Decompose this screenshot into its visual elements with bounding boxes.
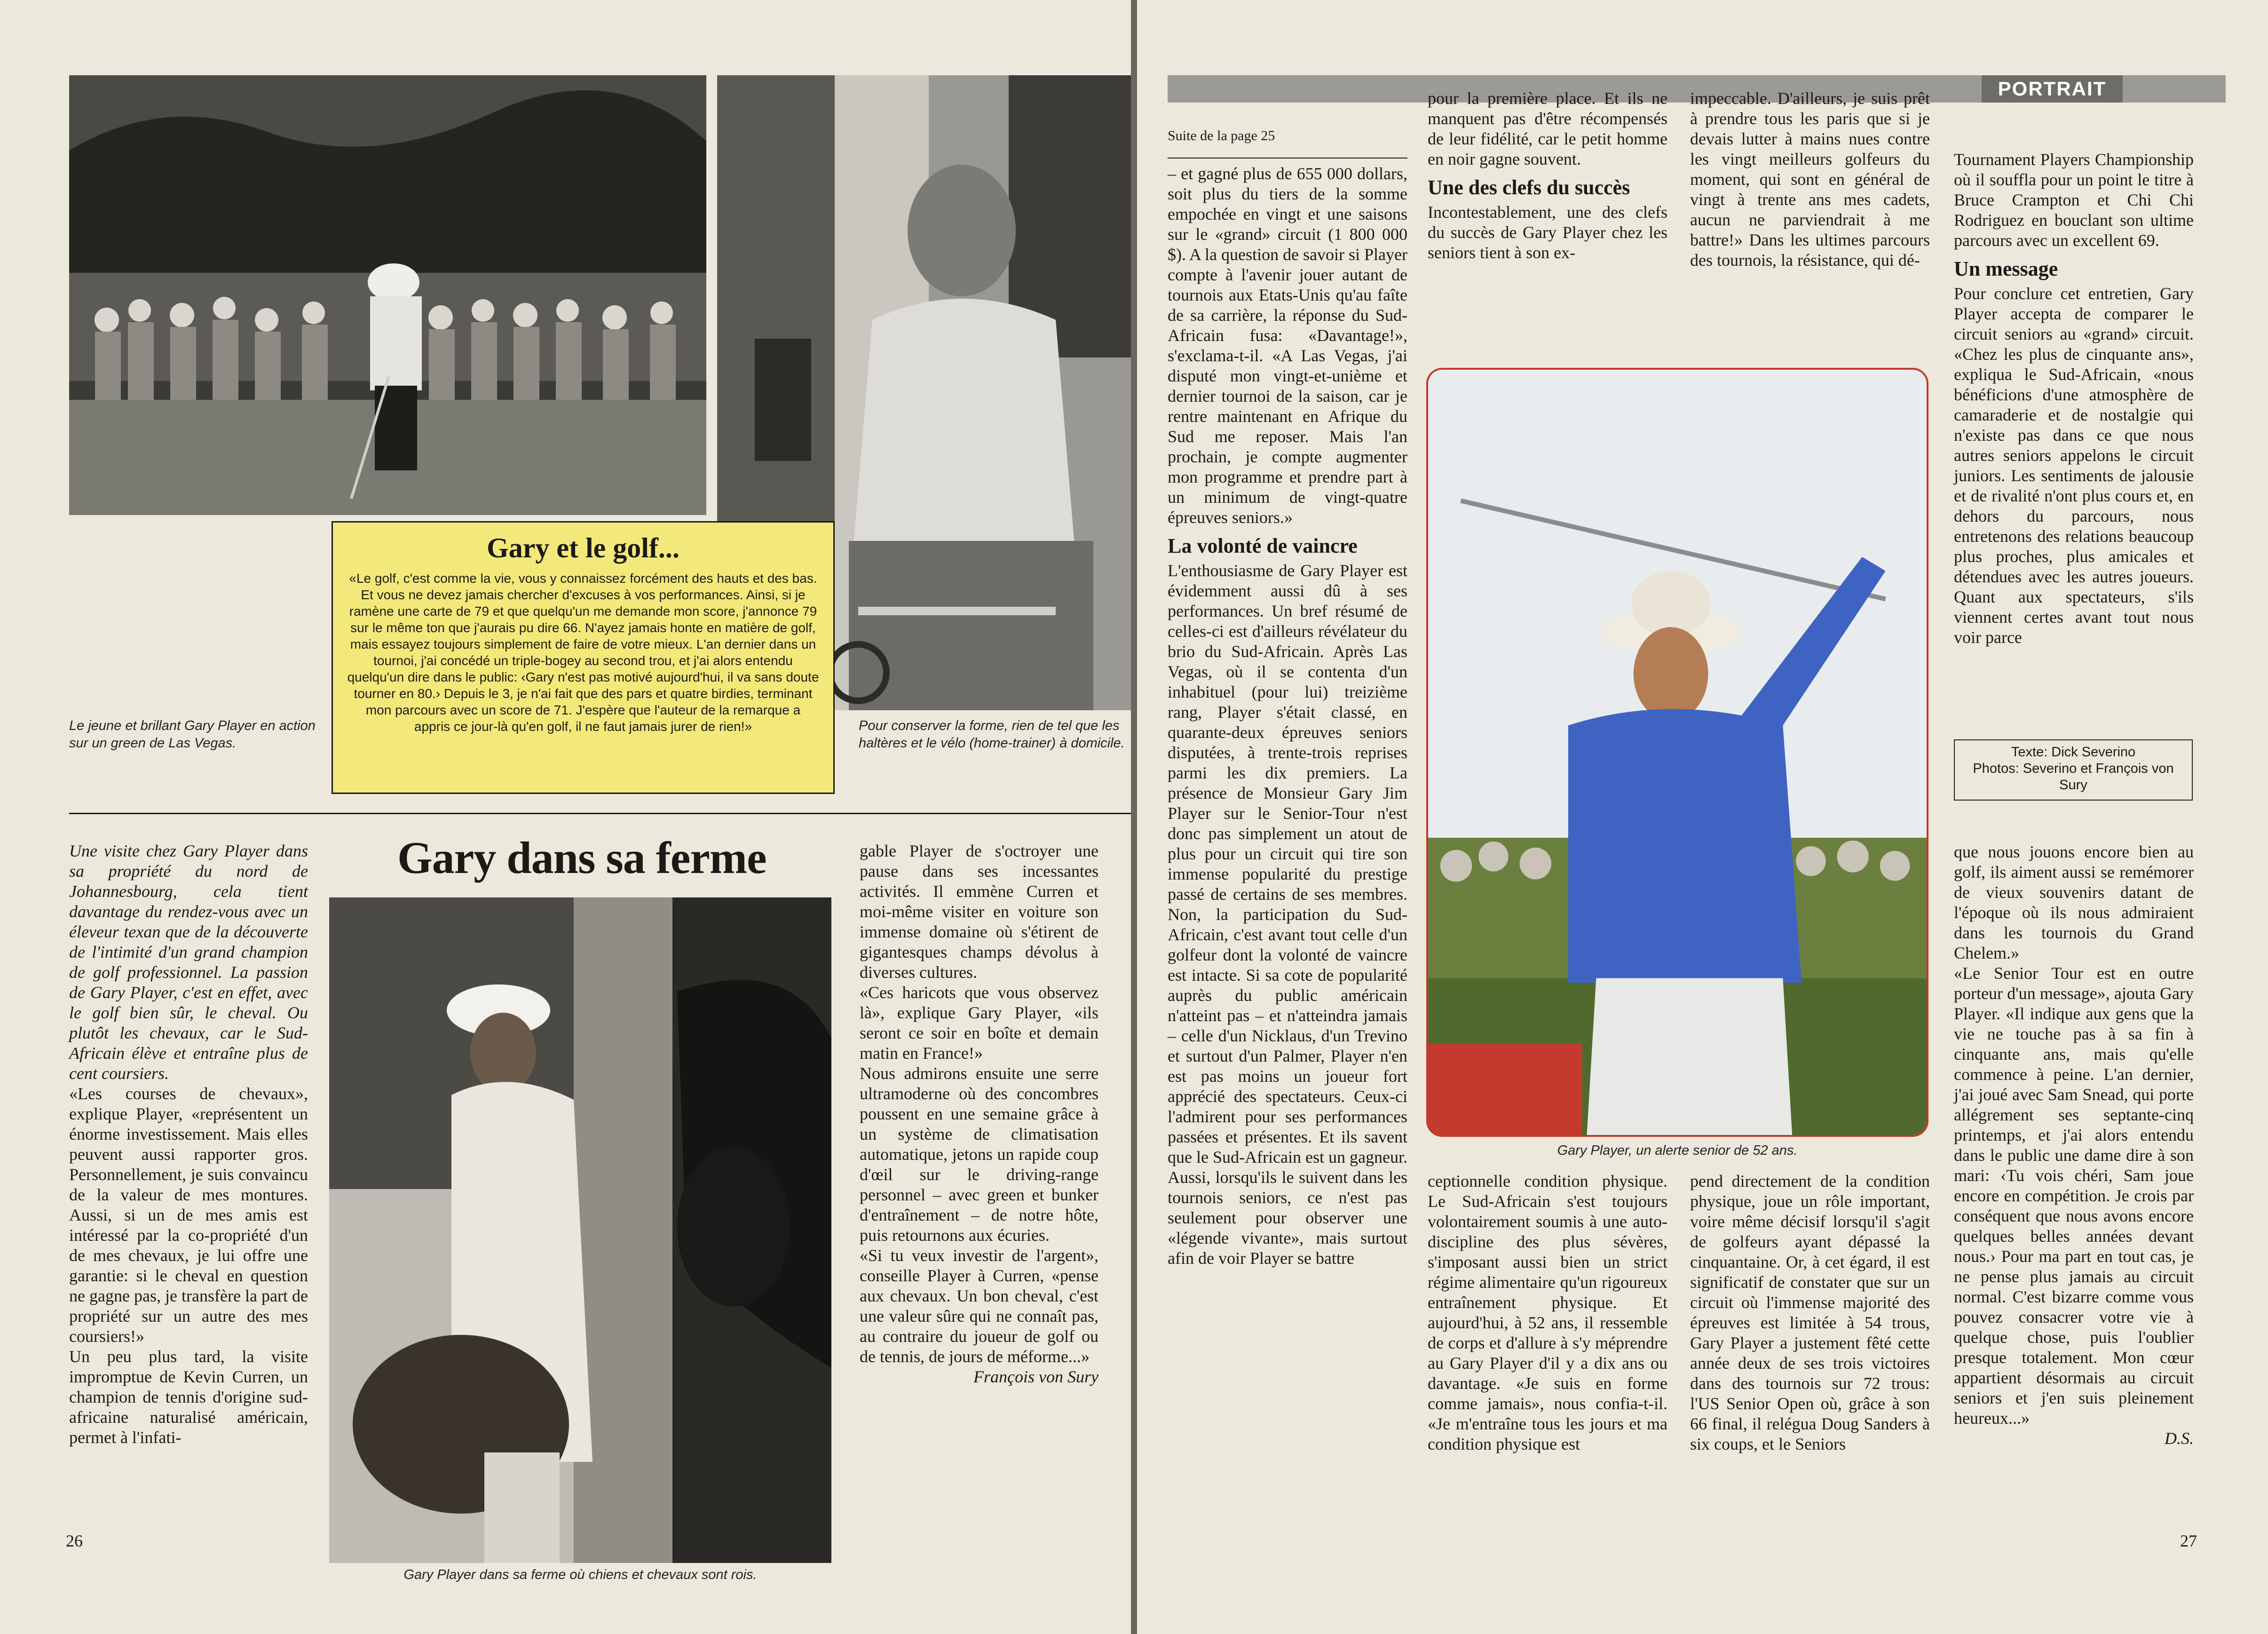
left-column-1 (69, 841, 308, 1448)
paragraph: Nous admirons ensuite une serre ultramoderne où des concombres poussent en une semaine grâce à un système de climatisation automatique, jetons un rapide coup d'œil sur le driving-range personnel – avec green et bunker d'entraînement – de notre hôte, puis retournons aux écuries. (860, 1064, 1098, 1245)
continued-rule (1168, 158, 1407, 159)
divider-line (69, 813, 1131, 814)
photo-portrait (1426, 368, 1928, 1137)
right-column-4-top (1954, 150, 2194, 648)
right-page (1137, 0, 2268, 1634)
paragraph: «Le Senior Tour est en outre porteur d'un message», ajouta Gary Player. «Il indique aux gens que la vie ne touche pas à sa fin à cinquante ans, mais qu'elle commence à peine. L'an dernier, j'ai joué avec Sam Snead, qui porte allégrement ses septante-cinq printemps, et j'ai alors entendu dans le public une dame dire à son mari: ‹Tu vois chéri, Sam joue encore en compétition. Je crois par conséquent que nous avons encore quelques belles années devant nous.› Pour ma part en tout cas, je ne pense plus jamais au circuit normal. C'est bizarre comme vous pouvez consacrer votre vie à quelque chose, puis l'oublier presque totalement. Mon cœur appartient désormais au circuit seniors et j'en suis pleinement heureux...» (1954, 964, 2194, 1428)
paragraph: impeccable. D'ailleurs, je suis prêt à prendre tous les paris que si je devais lutter à mains nues contre les vingt meilleurs golfeurs du moment, qui sont en général de vingt à trente ans mes cadets, aucun ne parviendrait à me battre!» Dans les ultimes parcours des tournois, la résistance, qui dé- (1690, 89, 1930, 270)
paragraph: Tournament Players Championship où il souffla pour un point le titre à Bruce Crampton et Chi Chi Rodriguez en bouclant son ultime parcours avec un excellent 69. (1954, 150, 2194, 250)
right-column-4-bottom (1954, 842, 2194, 1449)
paragraph: Une visite chez Gary Player dans sa propriété du nord de Johannesbourg, cela tient davantage du rendez-vous avec un éleveur texan que de la découverte de l'intimité d'un grand champion de golf professionnel. La passion de Gary Player, c'est en effet, avec le golf bien sûr, le cheval. Ou plutôt les chevaux, car le Sud-Africain élève et entraîne plus de cent coursiers. (69, 841, 308, 1083)
paragraph: Pour conclure cet entretien, Gary Player accepta de comparer le circuit seniors au «grand» circuit. «Chez les plus de cinquante ans», expliqua le Sud-Africain, «nous bénéficions d'une atmosphère de camaraderie et de nostalgie qui n'existe pas dans ce que nous autres seniors appelons le circuit juniors. Les sentiments de jalousie et de rivalité n'ont plus cours et, en dehors du parcours, nous entretenons des relations beaucoup plus proches, plus amicales et détendues avec les autres joueurs. Quant aux spectateurs, s'ils viennent certes avant tout nous voir parce (1954, 284, 2194, 647)
paragraph: «Les courses de chevaux», explique Player, «représentent un énorme investissement. Mais elles peuvent aussi rapporter gros. Personnellement, je suis convaincu de la valeur de mes montures. Aussi, si un de mes amis est intéressé par la co-propriété d'un de mes chevaux, je lui offre une garantie: si le cheval en question ne gagne pas, je transfère la part de propriété sur un autre des mes coursiers!» (69, 1084, 308, 1346)
paragraph: pend directement de la condition physique, joue un rôle important, voire même décisif lorsqu'il s'agit de golfeurs ayant dépassé la cinquantaine. Or, à cet égard, il est significatif de constater que sur un circuit où l'immense majorité des épreuves est limitée à 54 trous, Gary Player a justement fêté cette année deux de ses trois victoires dans des tournois sur 72 trous: l'US Senior Open où, grâce à son 66 final, il relégua Doug Sanders à six coups, et le Seniors (1690, 1172, 1930, 1453)
right-column-3-top (1690, 88, 1930, 270)
left-column-2 (860, 841, 1098, 1387)
paragraph: Un peu plus tard, la visite impromptue de Kevin Curren, un champion de tennis d'origine sud-africaine naturalisé américain, permet à l'infati- (69, 1347, 308, 1447)
paragraph: Incontestablement, une des clefs du succès de Gary Player chez les seniors tient à son ex- (1428, 203, 1667, 262)
paragraph: ceptionnelle condition physique. Le Sud-Africain s'est toujours volontairement soumis à une auto-discipline des plus sévères, s'imposant aussi bien un strict régime alimentaire qu'un rigoureux entraînement physique. Et aujourd'hui, à 52 ans, il ressemble de corps et d'allure à s'y méprendre au Gary Player d'il y a dix ans ou davantage. «Je suis en forme comme jamais», nous confia-t-il. «Je m'entraîne tous les jours et ma condition physique est (1428, 1172, 1667, 1453)
paragraph: – et gagné plus de 655 000 dollars, soit plus du tiers de la somme empochée en vingt et une saisons sur le «grand» circuit (1 800 000 $). A la question de savoir si Player compte à l'avenir jouer autant de tournois aux Etats-Unis qu'au faîte de sa carrière, la réponse du Sud-Africain fusa: «Davantage!», s'exclama-t-il. «A Las Vegas, j'ai disputé mon vingt-et-unième et dernier tournoi de la saison, car je rentre maintenant en Afrique du Sud me reposer. Mais l'an prochain, je compte augmenter mon programme et prendre part à un minimum de vingt-quatre épreuves seniors.» (1168, 164, 1407, 527)
paragraph: «Si tu veux investir de l'argent», conseille Player à Curren, «pense aux chevaux. Un bon cheval, c'est une valeur sûre qui ne connaît pas, au contraire du joueur de golf ou de tennis, de jours de méforme...» (860, 1246, 1098, 1366)
paragraph: pour la première place. Et ils ne manquent pas d'être récompensés de leur fidélité, car le petit homme en noir gagne souvent. (1428, 89, 1667, 168)
credit-text: Texte: Dick Severino (2011, 745, 2136, 760)
right-column-3-bottom (1690, 1171, 1930, 1454)
right-column-2-bottom (1428, 1171, 1667, 1454)
left-page (0, 0, 1131, 1634)
page-number: 26 (66, 1531, 83, 1550)
caption-farm: Gary Player dans sa ferme où chiens et chevaux sont rois. (403, 1567, 757, 1582)
credit-box (1954, 739, 2193, 801)
subheading: Un message (1954, 257, 2058, 280)
right-column-1 (1168, 164, 1407, 1269)
continued-note: Suite de la page 25 (1168, 128, 1275, 143)
caption-home-trainer: Pour conserver la forme, rien de tel que les haltères et le vélo (home-trainer) à domicile. (859, 718, 1125, 751)
page-number: 27 (2180, 1531, 2197, 1550)
quote-box-title: Gary et le golf... (487, 532, 680, 563)
paragraph: gable Player de s'octroyer une pause dans ses incessantes activités. Il emmène Curren et moi-même visiter en voiture son immense domaine où s'étirent de gigantesques champs dévolus à diverses cultures. (860, 841, 1098, 982)
photo-golfer-vegas (69, 75, 706, 515)
paragraph: «Ces haricots que vous observez là», explique Gary Player, «ils seront ce soir en boîte et demain matin en France!» (860, 983, 1098, 1063)
subheading: Une des clefs du succès (1428, 176, 1630, 199)
right-column-2-top (1428, 88, 1667, 263)
photo-farm (329, 897, 831, 1563)
paragraph: L'enthousiasme de Gary Player est évidemment aussi dû à ses performances. Un bref résumé de celles-ci est d'ailleurs révélateur du brio du Sud-Africain. Après Las Vegas, où il se contenta d'un inhabituel (pour lui) treizième rang, Player s'était classé, en quarante-deux épreuves seniors disputées, à trente-trois reprises parmi les dix premiers. La présence de Monsieur Gary Jim Player sur le Senior-Tour n'est donc pas simplement un atout de plus pour un circuit qui tire son immense popularité du prestige passé de certains de ses membres. Non, la participation du Sud-Africain, c'est avant tout celle d'un golfeur dont la volonté de vaincre est intacte. Si sa cote de popularité auprès du public américain n'atteint pas – et n'atteindra jamais – celle d'un Nicklaus, d'un Trevino et surtout d'un Palmer, Player n'en est pas moins un joueur fort apprécié des spectateurs. Ceux-ci l'admirent pour ses performances passées et présentes. Et ils savent que le Sud-Africain est un gagneur. Aussi, lorsqu'ils le suivent dans les tournois seniors, ce n'est pas seulement pour observer une «légende vivante», mais surtout afin de voir Player se battre (1168, 561, 1407, 1268)
credit-photos: Photos: Severino et François von Sury (1973, 761, 2174, 793)
author-initials: D.S. (2165, 1429, 2194, 1448)
section-label: PORTRAIT (1982, 75, 2123, 103)
article-headline: Gary dans sa ferme (397, 833, 767, 883)
quote-box (332, 521, 835, 794)
subheading: La volonté de vaincre (1168, 534, 1358, 557)
caption-portrait: Gary Player, un alerte senior de 52 ans. (1557, 1143, 1798, 1158)
caption-golfer-vegas: Le jeune et brillant Gary Player en action sur un green de Las Vegas. (69, 718, 316, 751)
quote-box-text: «Le golf, c'est comme la vie, vous y connaissez forcément des hauts et des bas. Et vous ne devez jamais chercher d'excuses à vos performances. Ainsi, si je ramène une carte de 79 et que quelqu'un me demande mon score, j'annonce 79 sur le même ton que j'aurais pu dire 66. N'ayez jamais honte en matière de golf, mais essayez toujours simplement de faire de votre mieux. L'an dernier dans un tournoi, j'ai concédé un triple-bogey au second trou, et j'ai alors entendu quelqu'un dire dans le public: ‹Gary n'est pas motivé aujourd'hui, il va sans doute tourner en 80.› Depuis le 3, je n'ai fait que des pars et quatre birdies, terminant mon parcours avec un score de 71. J'espère que l'auteur de la remarque a appris ce jour-là qu'en golf, il ne faut jamais jurer de rien!» (347, 571, 819, 734)
author-signature: François von Sury (973, 1367, 1098, 1386)
paragraph: que nous jouons encore bien au golf, ils aiment aussi se remémorer de vieux souvenirs datant de l'époque où ils nous admiraient dans les tournois du Grand Chelem.» (1954, 842, 2194, 962)
